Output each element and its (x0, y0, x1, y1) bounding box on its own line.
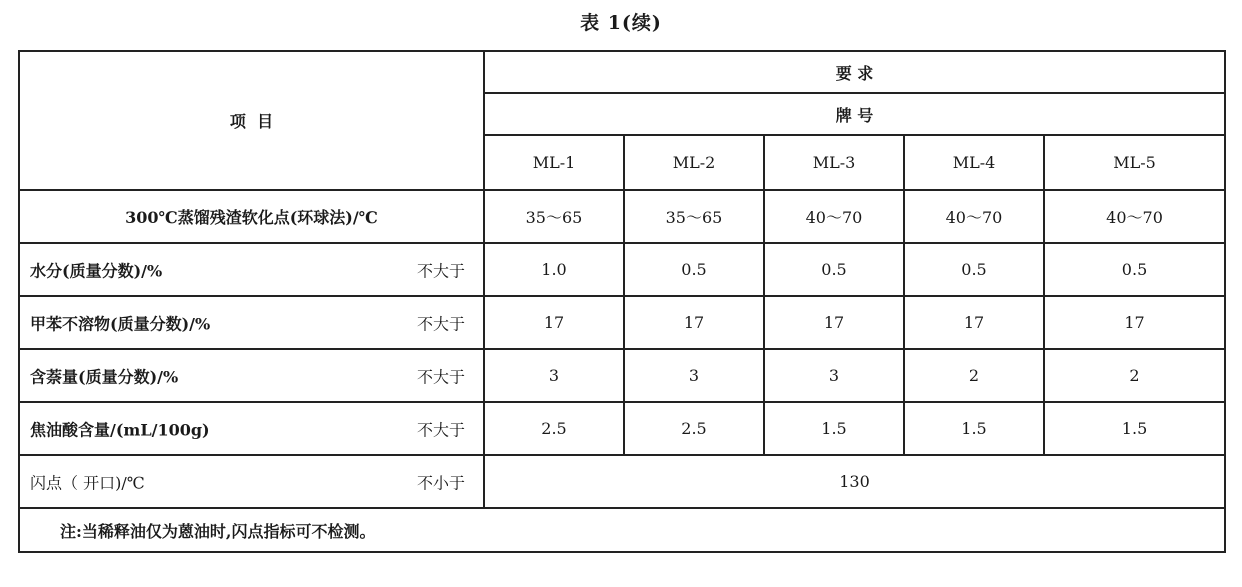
table-cell: 40～70 (1044, 190, 1225, 243)
table-cell: 1.0 (484, 243, 624, 296)
table-title: 表 1(续) (580, 12, 662, 34)
table-cell: 3 (764, 349, 904, 402)
row-label (19, 402, 484, 455)
table-cell: 0.5 (624, 243, 764, 296)
table-cell: 1.5 (764, 402, 904, 455)
table-cell: 17 (904, 296, 1044, 349)
row-label (19, 243, 484, 296)
table-cell: 35～65 (624, 190, 764, 243)
flash-point-value: 130 (484, 455, 1225, 508)
grade-ml1: ML-1 (484, 135, 624, 190)
table-row (19, 190, 1225, 243)
condition-label: 不大于 (416, 367, 465, 386)
row-label (19, 455, 484, 508)
table-cell: 17 (624, 296, 764, 349)
condition-label: 不大于 (416, 420, 465, 439)
row-label (19, 296, 484, 349)
table-cell: 2.5 (484, 402, 624, 455)
item-header-label: 项 目 (229, 112, 274, 131)
table-row (19, 296, 1225, 349)
table-row (19, 349, 1225, 402)
table-cell: 40～70 (904, 190, 1044, 243)
naphthalene-content-label: 含萘量(质量分数)/% (30, 367, 179, 386)
row-label (19, 349, 484, 402)
moisture-label: 水分(质量分数)/% (30, 261, 163, 280)
table-cell: 3 (624, 349, 764, 402)
grade-header-cell (484, 93, 1225, 135)
grade-header-label: 牌 号 (835, 105, 874, 125)
requirement-header-cell (484, 51, 1225, 93)
row-label (19, 190, 484, 243)
table-cell: 2.5 (624, 402, 764, 455)
table-cell: 0.5 (904, 243, 1044, 296)
condition-label: 不大于 (416, 261, 465, 280)
table-row (19, 455, 1225, 508)
grade-ml5: ML-5 (1044, 135, 1225, 190)
table-cell: 17 (1044, 296, 1225, 349)
table-row (19, 402, 1225, 455)
table-note: 注:当稀释油仅为蒽油时,闪点指标可不检测。 (19, 508, 1225, 552)
table-cell: 2 (904, 349, 1044, 402)
table-cell: 17 (764, 296, 904, 349)
flash-point-label: 闪点（ 开口)/℃ (30, 473, 145, 492)
spec-table (18, 50, 1226, 553)
table-cell: 17 (484, 296, 624, 349)
grade-ml3: ML-3 (764, 135, 904, 190)
table-cell: 1.5 (1044, 402, 1225, 455)
table-cell: 3 (484, 349, 624, 402)
table-cell: 40～70 (764, 190, 904, 243)
requirement-header-label: 要 求 (835, 63, 874, 83)
table-cell: 35～65 (484, 190, 624, 243)
item-header-cell (19, 51, 484, 190)
grade-ml4: ML-4 (904, 135, 1044, 190)
table-cell: 0.5 (1044, 243, 1225, 296)
table-row (19, 243, 1225, 296)
table-cell: 2 (1044, 349, 1225, 402)
grade-ml2: ML-2 (624, 135, 764, 190)
condition-label: 不小于 (416, 473, 465, 492)
table-cell: 1.5 (904, 402, 1044, 455)
softening-point-label: 300℃蒸馏残渣软化点(环球法)/℃ (125, 208, 378, 227)
tar-acid-content-label: 焦油酸含量/(mL/100g) (30, 420, 210, 439)
table-cell: 0.5 (764, 243, 904, 296)
note-row (19, 508, 1225, 552)
toluene-insoluble-label: 甲苯不溶物(质量分数)/% (30, 314, 211, 333)
condition-label: 不大于 (416, 314, 465, 333)
